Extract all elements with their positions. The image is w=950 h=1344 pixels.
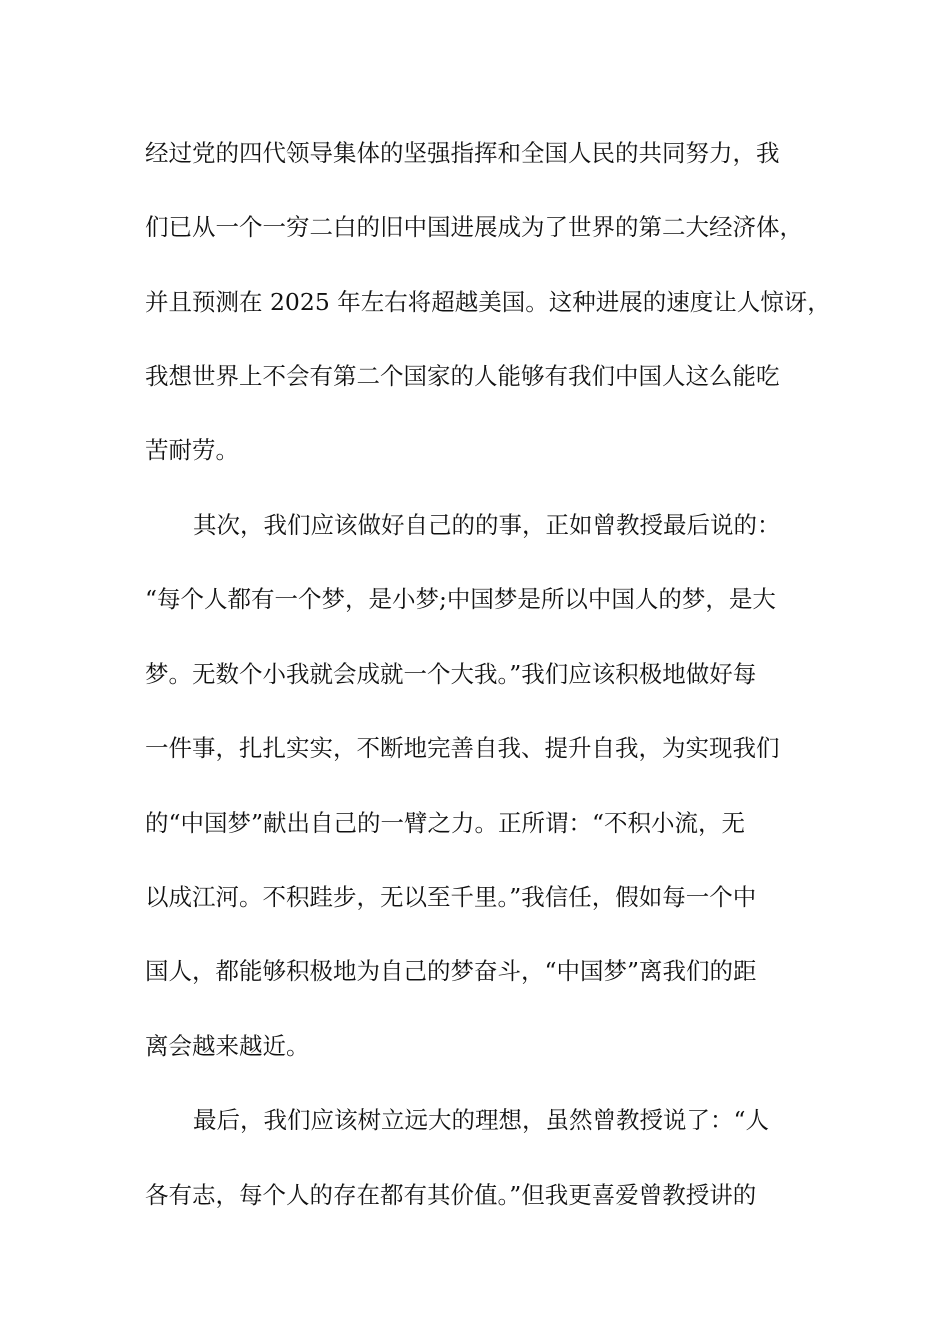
text-line: “每个人都有一个梦，是小梦;中国梦是所以中国人的梦，是大: [145, 585, 776, 613]
text-line: 苦耐劳。: [145, 436, 239, 464]
text-line: 以成江河。不积跬步，无以至千里。”我信任，假如每一个中: [145, 883, 757, 911]
text-line: 并且预测在 2025 年左右将超越美国。这种进展的速度让人惊讶，: [145, 288, 831, 316]
text-line: 经过党的四代领导集体的坚强指挥和全国人民的共同努力，我: [145, 139, 780, 167]
text-line: 一件事，扎扎实实，不断地完善自我、提升自我，为实现我们: [145, 734, 780, 762]
text-line: 我想世界上不会有第二个国家的人能够有我们中国人这么能吃: [145, 362, 780, 390]
paragraph-start-line: 最后，我们应该树立远大的理想，虽然曾教授说了：“人: [193, 1106, 770, 1134]
paragraph-start-line: 其次，我们应该做好自己的的事，正如曾教授最后说的：: [193, 511, 781, 539]
text-line: 的“中国梦”献出自己的一臂之力。正所谓：“不积小流，无: [145, 809, 746, 837]
text-line: 离会越来越近。: [145, 1032, 310, 1060]
text-line: 们已从一个一穷二白的旧中国进展成为了世界的第二大经济体，: [145, 213, 803, 241]
text-line: 各有志，每个人的存在都有其价值。”但我更喜爱曾教授讲的: [145, 1181, 757, 1209]
text-line: 国人，都能够积极地为自己的梦奋斗，“中国梦”离我们的距: [145, 957, 757, 985]
text-line: 梦。无数个小我就会成就一个大我。”我们应该积极地做好每: [145, 660, 757, 688]
